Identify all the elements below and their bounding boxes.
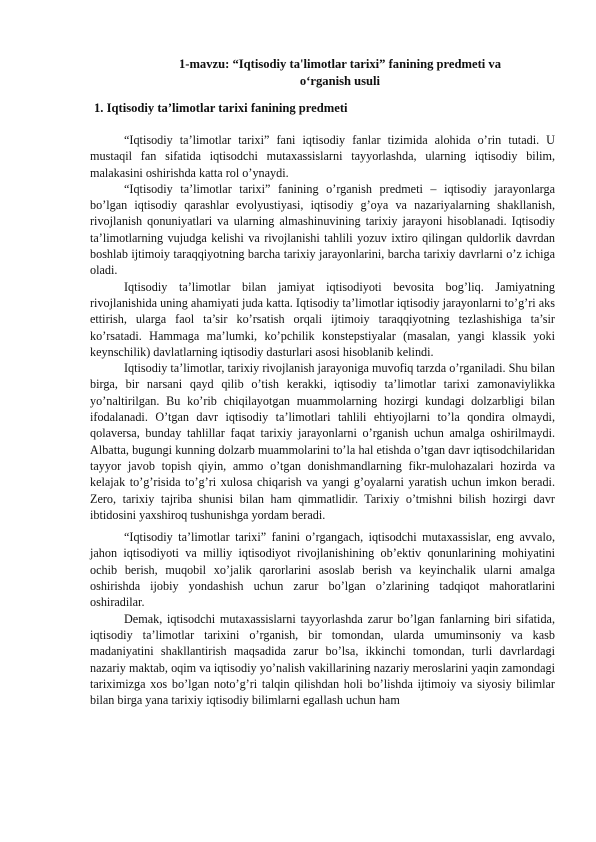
paragraph: Iqtisodiy ta’limotlar bilan jamiyat iqtisodiyoti bevosita bog’liq. Jamiyatning rivojlanishida uning ahamiyati juda katta. Iqtisodiy ta’limotlar iqtisodiy jarayonlarni to’g’ri aks ettirish, ularga faol ta’sir ko’rsatish orqali ijtimoiy taraqqiyotning tezlashishiga ta’sir ko’rsatadi. Hammaga ma’lumki, ko’pchilik konstepstiyalar (masalan, yangi klassik yoki keynschilik) davlatlarning iqtisodiy dasturlari asosi hisoblanib kelindi. bbox=[90, 279, 555, 359]
section-heading: 1. Iqtisodiy ta’limotlar tarixi fanining predmeti bbox=[94, 101, 348, 115]
paragraph: “Iqtisodiy ta’limotlar tarixi” fanining o’rganish predmeti – iqtisodiy jarayonlarga bo’lgan iqtisodiy qarashlar evolyustiyasi, iqtisodiy g’oya va nazariyalarning shakllanish, rivojlanish qonuniyatlari va ularning almashinuvining tarixiy jarayoni hisoblanadi. Iqtisodiy ta’limotlarning vujudga kelishi va rivojlanishi tahlili yozuv ixtiro qilingan quldorlik davrdan boshlab ijtimoiy taraqqiyotning barcha tarixiy jarayonlarini, barcha tarixiy davrlarni o’z ichiga oladi. bbox=[90, 181, 555, 278]
body-text bbox=[90, 132, 555, 708]
paragraph: Demak, iqtisodchi mutaxassislarni tayyorlashda zarur bo’lgan fanlarning biri sifatida, iqtisodiy ta’limotlar tarixini o’rganish, bir tomondan, ularda umuminsoniy va kasb madaniyatini shakllantirish maqsadida zarur bo’lsa, ikkinchi tomondan, turli davrlardagi nazariy maktab, oqim va iqtisodiy yo’nalish vakillarining nazariy meroslarini yaqin zamondagi tariximizga xos bo’lgan noto’g’ri talqin qilishdan holi bo’lishda ijtimoiy va siyosiy bilimlar bilan birga yana tarixiy iqtisodiy bilimlarni egallash uchun ham bbox=[90, 611, 555, 708]
title-line-2: o‘rganish usuli bbox=[299, 74, 381, 88]
paragraph: Iqtisodiy ta’limotlar, tarixiy rivojlanish jarayoniga muvofiq tarzda o’rganiladi. Shu bilan birga, bir narsani qayd qilib o’tish kerakki, iqtisodiy ta’limotlar tarixi zamonaviylikka yo’naltirilgan. Bu ko’rib chiqilayotgan muammolarning hozirgi kundagi dolzarbligi bilan ifodalanadi. O’tgan davr iqtisodiy ta’limotlari tahlili ehtiyojlarni to’la qondira olmaydi, qolaversa, bunday tahlillar faqat tarixiy jarayonlarni o’rganish uchun amalga oshirilmaydi. Albatta, bugungi kunning dolzarb muammolarini to’la hal etishda o’tgan davr iqtisodchilaridan tayyor javob topish qiyin, ammo o’tgan donishmandlarning fikr-mulohazalari hozirda va kelajak to’g’risida to’g’ri xulosa chiqarish va yangi g’oyalarni yaratish uchun imkon beradi. Zero, tarixiy tajriba shunisi bilan ham qimmatlidir. Tarixiy o’tmishni bilish hozirgi davr ibtidosini yaxshiroq tushunishga yordam beradi. bbox=[90, 361, 555, 522]
lecture-title bbox=[150, 56, 530, 90]
paragraph: “Iqtisodiy ta’limotlar tarixi” fanini o’rgangach, iqtisodchi mutaxassislar, eng avvalo, jahon iqtisodiyoti va milliy iqtisodiyot rivojlanishining ob’ektiv qonunlarining mohiyatini ochib berish, muqobil xo’jalik qarorlarini asoslab berish va keyinchalik ularni amalga oshirishda ijobiy yondashish uchun zarur bo’lgan o’zlarining tadqiqot mahoratlarini oshiradilar. bbox=[90, 530, 555, 610]
paragraph: “Iqtisodiy ta’limotlar tarixi” fani iqtisodiy fanlar tizimida alohida o’rin tutadi. U mustaqil fan sifatida iqtisodchi mutaxassislarni tayyorlashda, ularning iqtisodiy bilim, malakasini oshirishda katta rol o’ynaydi. bbox=[90, 133, 555, 180]
title-line-1: 1-mavzu: “Iqtisodiy ta'limotlar tarixi” fanining predmeti va bbox=[178, 57, 502, 71]
